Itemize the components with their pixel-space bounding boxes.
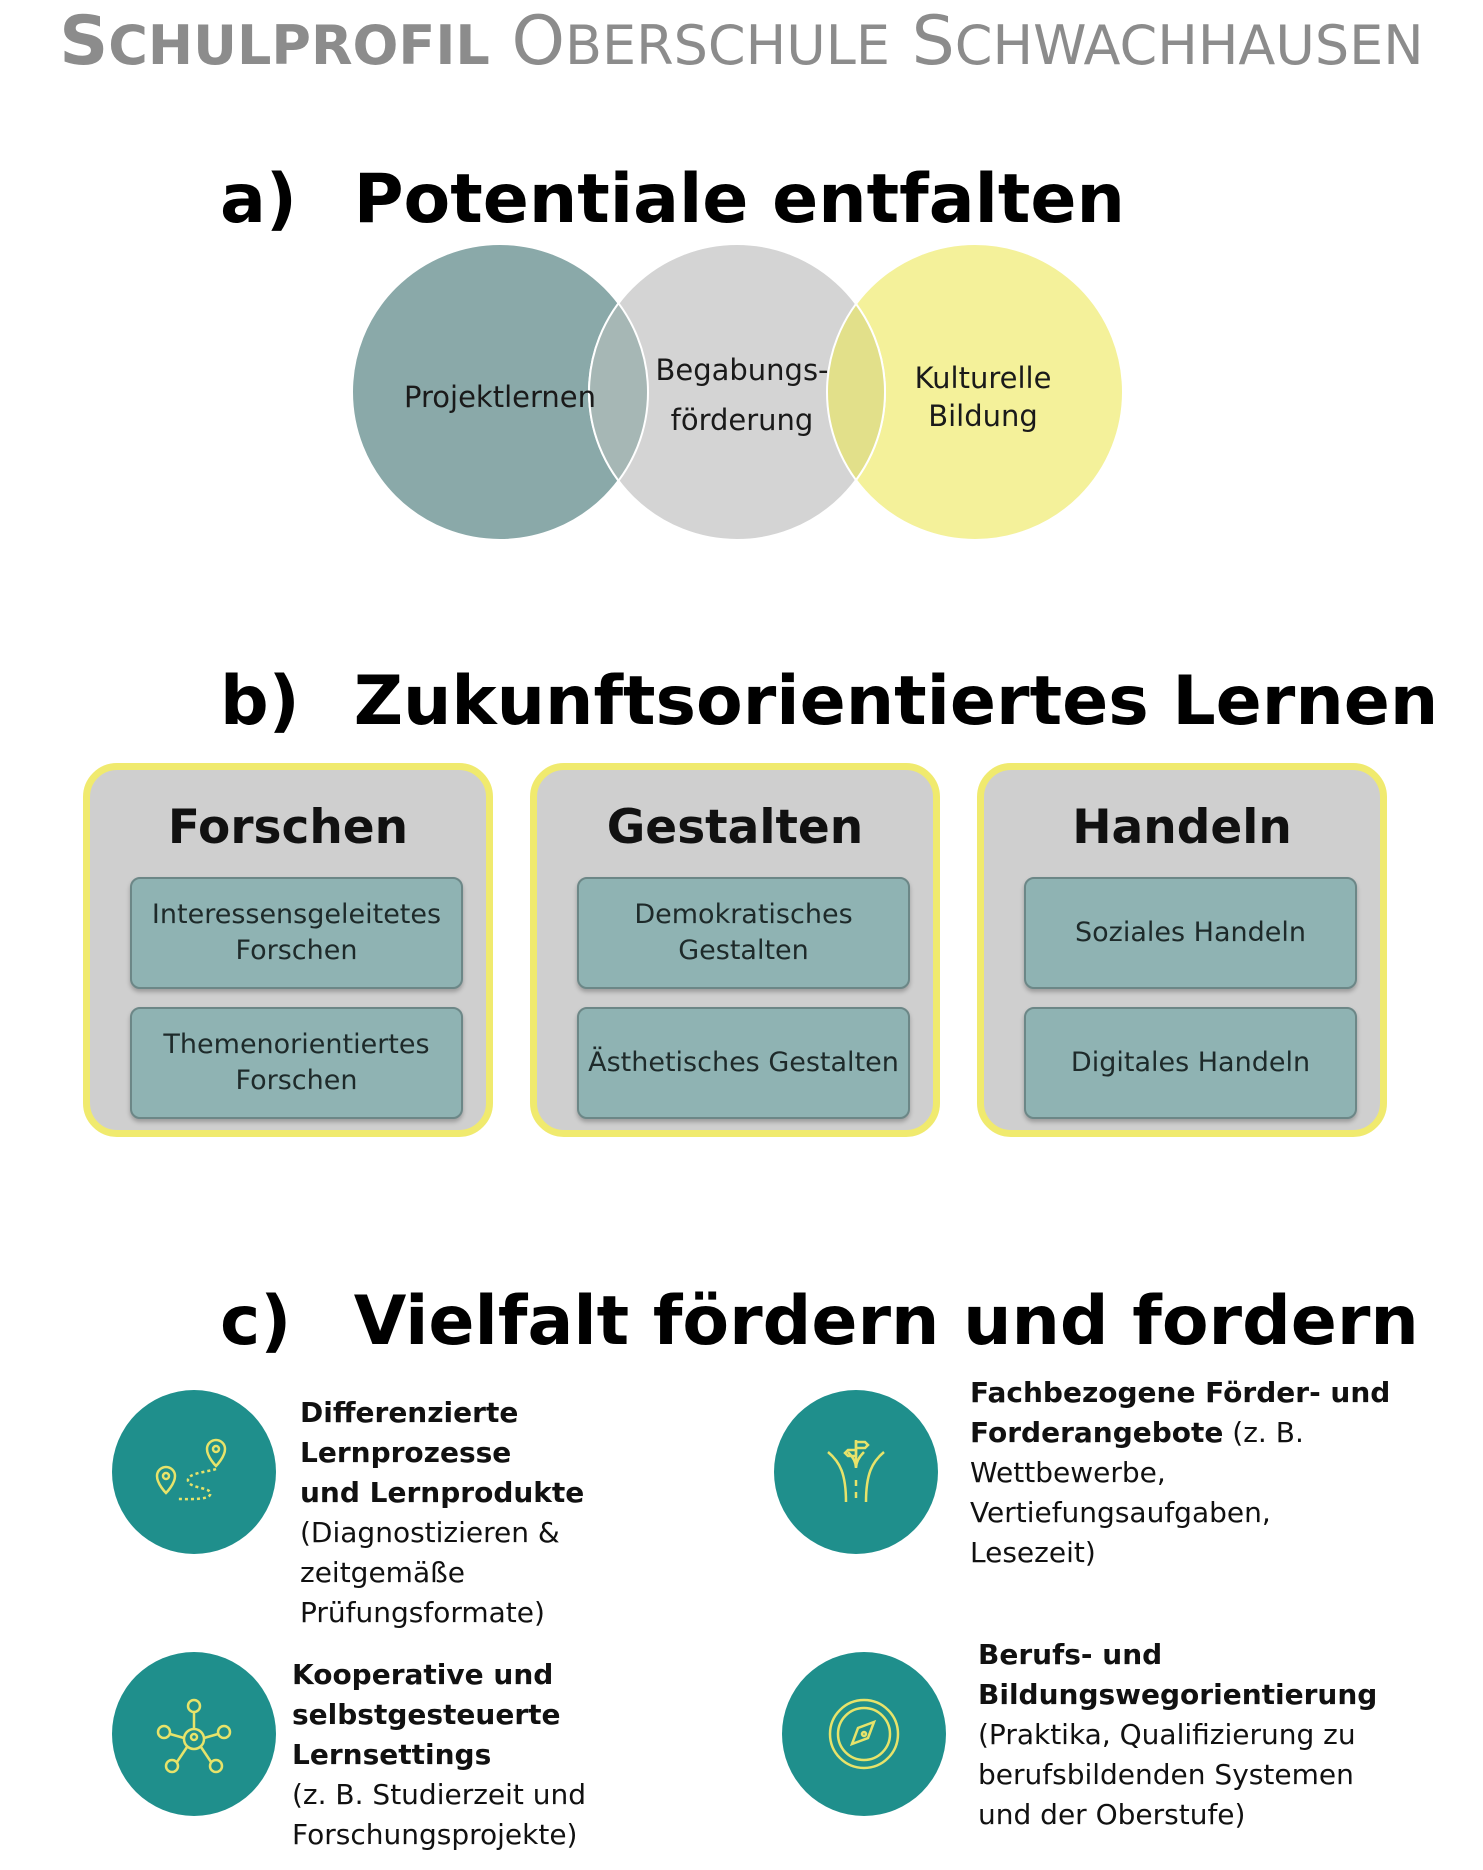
card-item-line: Forschen (235, 935, 358, 966)
item-bold-line: Fachbezogene Förder- und (970, 1376, 1391, 1409)
item-inline: (z. B. (1223, 1416, 1304, 1449)
map-route-icon (112, 1390, 276, 1554)
card-item (1024, 1007, 1357, 1119)
venn-label-kulturell (915, 359, 1052, 435)
section-c-letter: c) (220, 1282, 292, 1361)
item-differenziert (300, 1393, 730, 1633)
item-line: berufsbildenden Systemen (978, 1758, 1354, 1791)
card-item-line: Forschen (235, 1065, 358, 1096)
item-bold-line: Bildungswegorientierung (978, 1678, 1378, 1711)
header-title: CHULPROFIL (108, 14, 490, 77)
card-item (577, 877, 910, 989)
header-sub1: BERSCHULE (564, 14, 890, 77)
item-line: Wettbewerbe, (970, 1456, 1166, 1489)
card-title: Gestalten (606, 800, 864, 855)
card-item (130, 877, 463, 989)
venn-label-begabung (655, 351, 828, 439)
card-title: Handeln (1072, 800, 1292, 855)
venn-diagram (350, 245, 1130, 545)
section-a-title (220, 160, 1125, 239)
item-line: (z. B. Studierzeit und (292, 1778, 587, 1811)
page-header (0, 2, 1483, 81)
item-berufsorientierung (978, 1635, 1418, 1835)
section-a-letter: a) (220, 160, 297, 239)
item-line: Lesezeit) (970, 1536, 1096, 1569)
card-item-line: Interessensgeleitetes (151, 899, 442, 930)
section-b-title (220, 662, 1438, 741)
section-c-title (220, 1282, 1419, 1361)
item-bold-line: Kooperative und (292, 1658, 554, 1691)
item-line: Forschungsprojekte) (292, 1818, 578, 1851)
venn-label-begabung-1: Begabungs- (655, 353, 829, 387)
section-b-letter: b) (220, 662, 300, 741)
section-b-heading: Zukunftsorientiertes Lernen (353, 662, 1439, 741)
card-item (577, 1007, 910, 1119)
item-bold-line: Berufs- und (978, 1638, 1163, 1671)
header-initial: S (59, 2, 109, 81)
card-gestalten (530, 763, 940, 1137)
section-c-heading: Vielfalt fördern und fordern (353, 1282, 1419, 1361)
item-line: Vertiefungsaufgaben, (970, 1496, 1271, 1529)
header-initial-3: S (889, 2, 955, 81)
card-handeln (977, 763, 1387, 1137)
card-forschen (83, 763, 493, 1137)
header-initial-2: O (489, 2, 565, 81)
venn-label-begabung-2: förderung (670, 403, 814, 437)
card-item-line: Gestalten (678, 935, 809, 966)
item-bold-line: selbstgesteuerte Lernsettings (292, 1698, 561, 1771)
item-bold-line: Differenzierte Lernprozesse (300, 1396, 519, 1469)
item-bold-line: Forderangebote (970, 1416, 1224, 1449)
card-item (130, 1007, 463, 1119)
venn-label-projektlernen: Projektlernen (404, 380, 596, 414)
network-people-icon (112, 1652, 276, 1816)
item-bold-line: und Lernprodukte (300, 1476, 585, 1509)
card-item-line: Themenorientiertes (163, 1029, 430, 1060)
card-item-line: Demokratisches (634, 899, 853, 930)
item-kooperativ (292, 1655, 732, 1855)
item-line: und der Oberstufe) (978, 1798, 1246, 1831)
venn-label-kulturell-1: Kulturelle (914, 361, 1052, 395)
item-fachbezogen (970, 1373, 1410, 1573)
crossroads-icon (774, 1390, 938, 1554)
compass-icon (782, 1652, 946, 1816)
item-line: (Praktika, Qualifizierung zu (978, 1718, 1356, 1751)
card-item-line: Soziales Handeln (1075, 917, 1306, 948)
card-item (1024, 877, 1357, 989)
card-item-line: Ästhetisches Gestalten (588, 1047, 899, 1078)
header-sub2: CHWACHHAUSEN (954, 14, 1424, 77)
item-line: Prüfungsformate) (300, 1596, 545, 1629)
card-title: Forschen (167, 800, 409, 855)
venn-label-kulturell-2: Bildung (928, 399, 1038, 433)
section-a-heading: Potentiale entfalten (353, 160, 1125, 239)
card-item-line: Digitales Handeln (1070, 1047, 1311, 1078)
item-line: (Diagnostizieren & zeitgemäße (300, 1516, 560, 1589)
